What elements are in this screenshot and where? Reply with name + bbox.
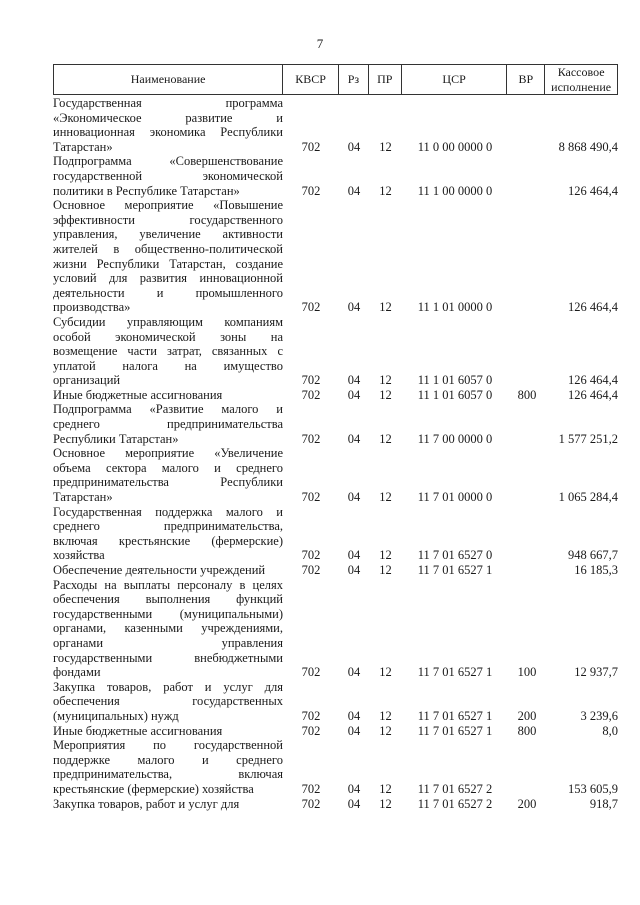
table-body (53, 96, 618, 811)
row-rz-cell: 04 (347, 431, 361, 446)
row-name-line: обеспечения выполнения функций (53, 592, 283, 607)
row-kvsr-cell: 702 (301, 548, 321, 563)
row-name-line: Закупка товаров, работ и услуг для (53, 679, 283, 694)
row-pr-cell: 12 (379, 490, 392, 505)
row-pr-cell: 12 (379, 548, 392, 563)
row-amount-cell: 948 667,7 (568, 548, 618, 563)
column-header-vr: ВР (507, 65, 545, 94)
row-rz-cell: 04 (347, 387, 361, 402)
row-name-line: деятельности и промышленного (53, 285, 283, 300)
row-name-line: поддержке малого и среднего (53, 752, 283, 767)
row-amount-cell: 126 464,4 (568, 387, 618, 402)
row-kvsr-cell: 702 (301, 490, 321, 505)
row-kvsr-cell: 702 (301, 300, 321, 315)
row-name-line: производства» (53, 300, 131, 315)
row-kvsr-cell: 702 (301, 431, 321, 446)
row-kvsr-cell: 702 (301, 723, 321, 738)
row-rz-cell: 04 (347, 665, 361, 680)
column-header-amount (545, 65, 617, 94)
row-vr-cell: 200 (517, 708, 537, 723)
row-rz-cell: 04 (347, 796, 361, 811)
row-amount-cell: 3 239,6 (580, 708, 618, 723)
row-name-line: инновационная экономика Республики (53, 125, 283, 140)
row-name-line: Иные бюджетные ассигнования (53, 723, 223, 738)
row-pr-cell: 12 (379, 139, 392, 154)
row-rz-cell: 04 (347, 708, 361, 723)
row-name-cell (53, 724, 283, 739)
row-name-line: Расходы на выплаты персоналу в целях (53, 577, 283, 592)
row-rz-cell: 04 (347, 723, 361, 738)
row-amount-cell: 153 605,9 (568, 781, 618, 796)
row-name-line: Основное мероприятие «Повышение (53, 198, 283, 213)
row-name-line: Обеспечение деятельности учреждений (53, 563, 266, 577)
row-name-line: крестьянские (фермерские) хозяйства (53, 781, 254, 796)
row-csr-cell: 11 7 01 6527 2 (417, 781, 493, 796)
page-number: 7 (316, 36, 324, 51)
row-csr-cell: 11 7 01 6527 1 (417, 708, 493, 723)
row-rz-cell: 04 (347, 373, 361, 388)
row-pr-cell: 12 (379, 183, 392, 198)
row-kvsr-cell: 702 (301, 139, 321, 154)
row-rz-cell: 04 (347, 490, 361, 505)
row-name-line: управления, увеличение активности (53, 227, 283, 242)
row-amount-cell: 8,0 (602, 723, 618, 738)
row-name-line: жизни Республики Татарстан, создание (53, 256, 283, 271)
row-csr-cell: 11 7 01 6527 1 (417, 665, 493, 680)
row-name-line: государственными внебюджетными (53, 650, 283, 665)
row-rz-cell: 04 (347, 563, 361, 577)
row-name-line: хозяйства (53, 548, 105, 563)
row-name-line: среднего предпринимательства (53, 417, 283, 432)
row-csr-cell: 11 1 00 0000 0 (417, 183, 493, 198)
row-name-cell (53, 505, 283, 563)
row-vr-cell: 100 (517, 665, 537, 680)
row-name-line: «Экономическое развитие и (53, 110, 283, 125)
row-name-cell (53, 563, 283, 578)
row-csr-cell: 11 0 00 0000 0 (417, 139, 493, 154)
row-amount-cell: 918,7 (589, 796, 618, 811)
row-vr-cell: 800 (517, 723, 537, 738)
row-name-line: возмещение части затрат, связанных с (53, 344, 283, 359)
row-name-line: уплатой налога на имущество (53, 358, 283, 373)
row-name-cell (53, 96, 283, 154)
column-header-pr: ПР (369, 65, 402, 94)
row-pr-cell: 12 (379, 781, 392, 796)
table-row (53, 563, 618, 578)
row-name-line: среднего предпринимательства, (53, 519, 283, 534)
row-rz-cell: 04 (347, 548, 361, 563)
column-header-amount-line1: Кассовое (557, 64, 605, 79)
row-pr-cell: 12 (379, 723, 392, 738)
row-name-line: Татарстан» (53, 139, 113, 154)
row-name-line: (муниципальных) нужд (53, 708, 179, 723)
row-name-line: политики в Республике Татарстан» (53, 183, 240, 198)
row-name-line: Татарстан» (53, 490, 113, 505)
row-name-line: Закупка товаров, работ и услуг для (53, 796, 240, 811)
row-name-cell (53, 446, 283, 504)
table-row (53, 96, 618, 154)
row-amount-cell: 126 464,4 (568, 183, 618, 198)
row-name-line: фондами (53, 665, 101, 680)
table-row (53, 680, 618, 724)
row-name-line: органами управления (53, 635, 283, 650)
column-header-rz: Рз (339, 65, 369, 94)
row-csr-cell: 11 7 00 0000 0 (417, 431, 493, 446)
row-amount-cell: 1 065 284,4 (558, 490, 618, 505)
row-pr-cell: 12 (379, 708, 392, 723)
row-name-line: Государственная поддержка малого и (53, 504, 283, 519)
table-row (53, 738, 618, 796)
row-kvsr-cell: 702 (301, 387, 321, 402)
row-name-line: обеспечения государственных (53, 694, 283, 709)
row-name-cell (53, 738, 283, 796)
row-kvsr-cell: 702 (301, 183, 321, 198)
row-name-line: Подпрограмма «Совершенствование (53, 154, 283, 169)
row-name-cell (53, 198, 283, 315)
table-row (53, 724, 618, 739)
row-name-cell (53, 402, 283, 446)
row-name-line: включая крестьянские (фермерские) (53, 533, 283, 548)
row-vr-cell: 800 (517, 387, 537, 402)
row-amount-cell: 12 937,7 (574, 665, 618, 680)
row-name-cell (53, 797, 283, 812)
row-csr-cell: 11 1 01 6057 0 (417, 387, 493, 402)
row-amount-cell: 8 868 490,4 (558, 139, 618, 154)
table-row (53, 198, 618, 315)
row-pr-cell: 12 (379, 563, 392, 577)
column-header-kvsr: КВСР (283, 65, 339, 94)
row-kvsr-cell: 702 (301, 563, 321, 577)
row-name-line: особой экономической зоны на (53, 329, 283, 344)
table-header (53, 64, 618, 95)
row-csr-cell: 11 7 01 6527 0 (417, 548, 493, 563)
table-row (53, 402, 618, 446)
row-rz-cell: 04 (347, 139, 361, 154)
row-kvsr-cell: 702 (301, 796, 321, 811)
table-row (53, 154, 618, 198)
row-csr-cell: 11 7 01 6527 1 (417, 723, 493, 738)
row-kvsr-cell: 702 (301, 665, 321, 680)
row-amount-cell: 16 185,3 (574, 563, 618, 577)
table-row (53, 388, 618, 403)
row-name-line: объема сектора малого и среднего (53, 460, 283, 475)
row-pr-cell: 12 (379, 665, 392, 680)
row-rz-cell: 04 (347, 781, 361, 796)
row-name-line: органами, казенными учреждениями, (53, 621, 283, 636)
row-name-line: Субсидии управляющим компаниям (53, 314, 283, 329)
row-name-line: Мероприятия по государственной (53, 738, 283, 753)
row-pr-cell: 12 (379, 373, 392, 388)
row-csr-cell: 11 1 01 6057 0 (417, 373, 493, 388)
row-csr-cell: 11 7 01 6527 1 (417, 563, 493, 577)
row-name-line: условий для развития инновационной (53, 271, 283, 286)
row-name-cell (53, 680, 283, 724)
row-name-line: эффективности государственного (53, 212, 283, 227)
row-name-cell (53, 154, 283, 198)
row-name-line: Республики Татарстан» (53, 431, 179, 446)
row-amount-cell: 126 464,4 (568, 373, 618, 388)
row-amount-cell: 126 464,4 (568, 300, 618, 315)
row-pr-cell: 12 (379, 431, 392, 446)
row-name-line: организаций (53, 373, 121, 388)
column-header-amount-line2: исполнение (551, 79, 612, 94)
row-name-line: Подпрограмма «Развитие малого и (53, 402, 283, 417)
row-pr-cell: 12 (379, 300, 392, 315)
row-vr-cell: 200 (517, 796, 537, 811)
row-name-line: предпринимательства, включая (53, 767, 283, 782)
row-rz-cell: 04 (347, 183, 361, 198)
row-name-cell (53, 388, 283, 403)
table-row (53, 446, 618, 504)
row-name-line: предпринимательства Республики (53, 475, 283, 490)
row-name-line: Государственная программа (53, 96, 283, 110)
row-name-cell (53, 315, 283, 388)
row-name-line: Основное мероприятие «Увеличение (53, 446, 283, 461)
row-csr-cell: 11 1 01 0000 0 (417, 300, 493, 315)
row-rz-cell: 04 (347, 300, 361, 315)
row-kvsr-cell: 702 (301, 373, 321, 388)
row-csr-cell: 11 7 01 0000 0 (417, 490, 493, 505)
row-pr-cell: 12 (379, 796, 392, 811)
row-pr-cell: 12 (379, 387, 392, 402)
table-row (53, 505, 618, 563)
row-name-line: жителей в общественно-политической (53, 241, 283, 256)
row-kvsr-cell: 702 (301, 708, 321, 723)
table-row (53, 797, 618, 812)
row-name-line: Иные бюджетные ассигнования (53, 387, 223, 402)
row-name-cell (53, 578, 283, 680)
row-csr-cell: 11 7 01 6527 2 (417, 796, 493, 811)
row-name-line: государственной экономической (53, 168, 283, 183)
column-header-name: Наименование (54, 65, 283, 94)
table-row (53, 578, 618, 680)
column-header-csr: ЦСР (402, 65, 508, 94)
row-kvsr-cell: 702 (301, 781, 321, 796)
row-amount-cell: 1 577 251,2 (558, 431, 618, 446)
row-name-line: государственными (муниципальными) (53, 606, 283, 621)
table-row (53, 315, 618, 388)
